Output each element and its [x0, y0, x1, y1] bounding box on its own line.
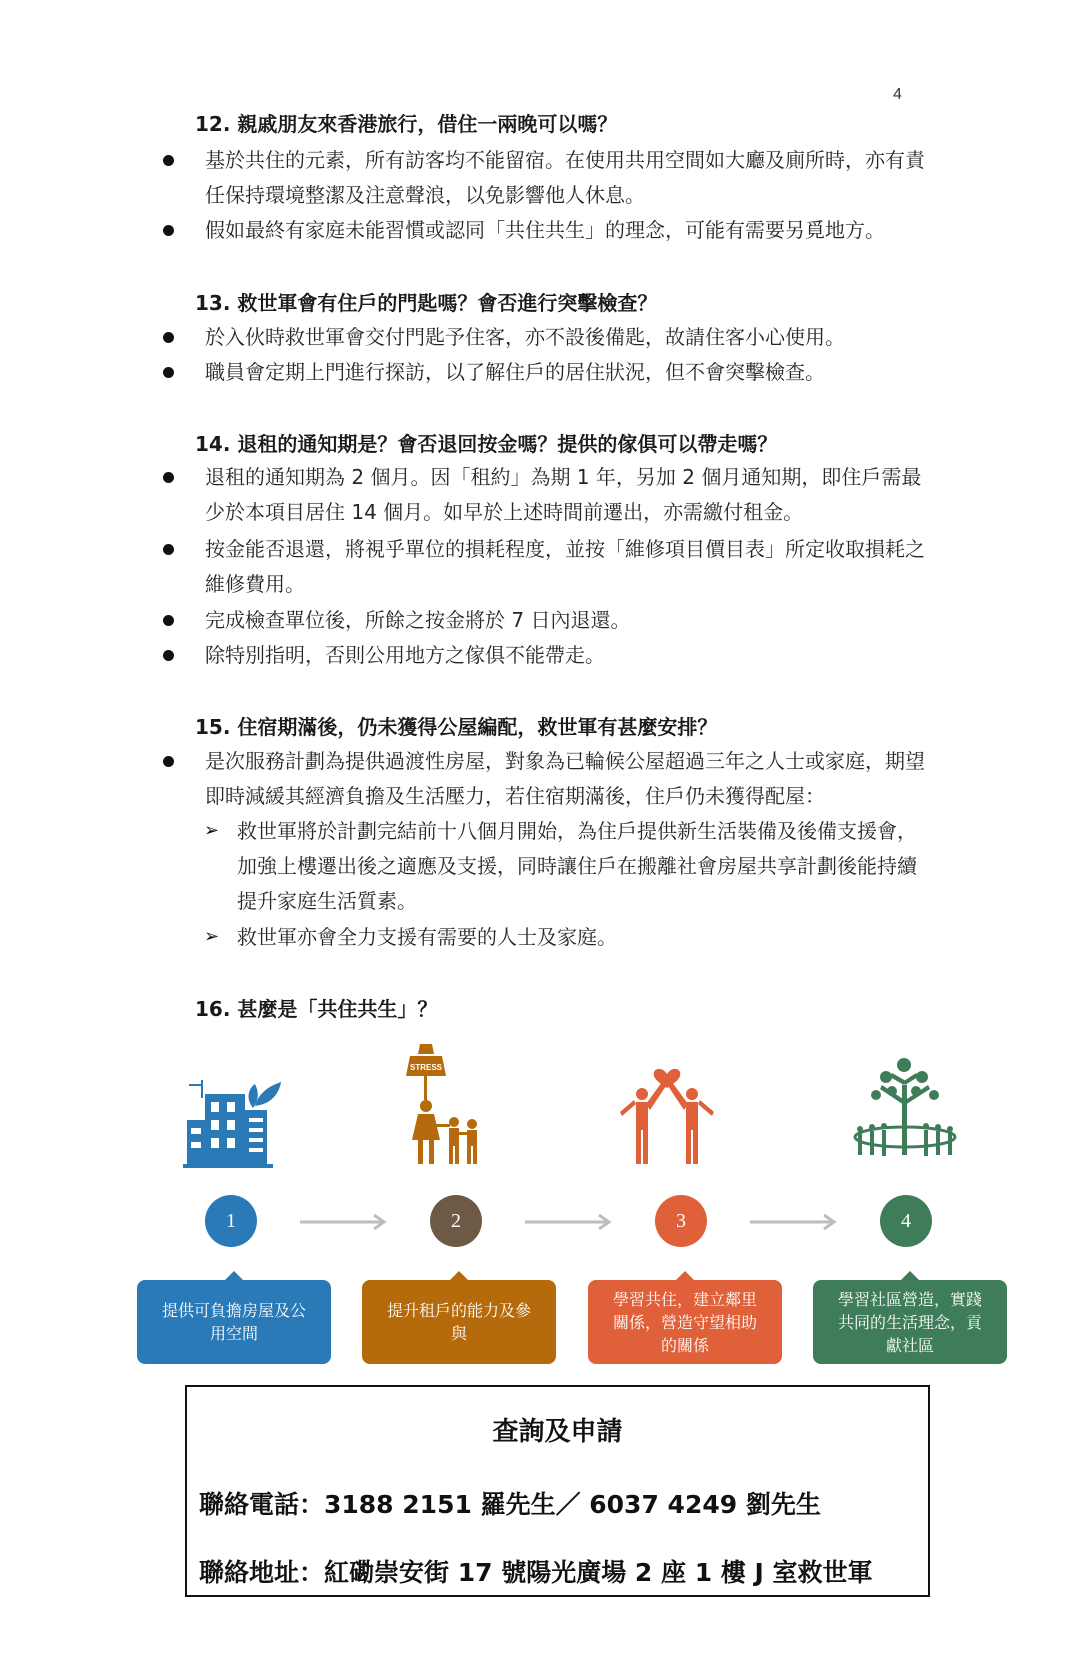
step-1-text: 提供可負擔房屋及公用空間: [161, 1301, 306, 1343]
bullet-icon: [163, 615, 174, 626]
bullet-icon: [163, 472, 174, 483]
step-3-text: 學習共住，建立鄰里關係，營造守望相助的關係: [612, 1289, 757, 1355]
sub-item-text: 救世軍亦會全力支援有需要的人士及家庭。: [237, 925, 617, 949]
question-14-heading: 14. 退租的通知期是？會否退回按金嗎？提供的傢俱可以帶走嗎？: [195, 432, 778, 456]
family-stress-icon: [400, 1040, 500, 1170]
contact-phone: 聯絡電話：3188 2151 羅先生／ 6037 4249 劉先生: [199, 1490, 821, 1519]
bullet-text: 是次服務計劃為提供過渡性房屋，對象為已輪候公屋超過三年之人士或家庭，期望即時減緩其經濟負擔及生活壓力，若住宿期滿後，住戶仍未獲得配屋：: [205, 749, 925, 808]
step-1-box: [137, 1280, 331, 1364]
community-tree-icon: [850, 1055, 960, 1170]
arrow-bullet-icon: ➢: [204, 820, 220, 841]
bullet-icon: [163, 367, 174, 378]
svg-text:STRESS: STRESS: [409, 1063, 443, 1072]
bullet-text: 按金能否退還，將視乎單位的損耗程度，並按「維修項目價目表」所定收取損耗之維修費用。: [205, 537, 925, 596]
bullet-text: 假如最終有家庭未能習慣或認同「共住共生」的理念，可能有需要另覓地方。: [205, 218, 885, 242]
contact-title: 查詢及申請: [492, 1417, 623, 1447]
arrow-right-icon: [525, 1212, 615, 1232]
bullet-icon: [163, 332, 174, 343]
step-1-circle: 1: [205, 1195, 257, 1247]
contact-address: 聯絡地址：紅磡崇安街 17 號陽光廣場 2 座 1 樓 J 室救世軍: [199, 1558, 873, 1587]
bullet-text: 基於共住的元素，所有訪客均不能留宿。在使用共用空間如大廳及廁所時，亦有責任保持環境整潔及注意聲浪，以免影響他人休息。: [205, 148, 925, 207]
page-number: 4: [893, 86, 902, 103]
question-12-heading: 12. 親戚朋友來香港旅行，借住一兩晚可以嗎？: [195, 112, 618, 136]
arrow-bullet-icon: ➢: [204, 926, 220, 947]
step-2-text: 提升租戶的能力及參與: [386, 1301, 531, 1343]
question-16-heading: 16. 甚麼是「共住共生」？: [195, 997, 438, 1021]
bullet-text: 完成檢查單位後，所餘之按金將於 7 日內退還。: [205, 608, 631, 632]
sub-item-text: 救世軍將於計劃完結前十八個月開始，為住戶提供新生活裝備及後備支援會，加強上樓遷出後之適應及支援，同時讓住戶在搬離社會房屋共享計劃後能持續提升家庭生活質素。: [237, 819, 917, 913]
bullet-icon: [163, 544, 174, 555]
bullet-text: 於入伙時救世軍會交付門匙予住客，亦不設後備匙，故請住客小心使用。: [205, 325, 845, 349]
bullet-text: 退租的通知期為 2 個月。因「租約」為期 1 年，另加 2 個月通知期，即住戶需最少於本項目居住 14 個月。如早於上述時間前遷出，亦需繳付租金。: [205, 465, 922, 524]
people-heart-icon: [612, 1060, 722, 1170]
question-13-heading: 13. 救世軍會有住戶的門匙嗎？會否進行突擊檢查？: [195, 291, 658, 315]
arrow-right-icon: [300, 1212, 390, 1232]
question-15-heading: 15. 住宿期滿後，仍未獲得公屋編配，救世軍有甚麼安排？: [195, 715, 718, 739]
bullet-text: 除特別指明，否則公用地方之傢俱不能帶走。: [205, 643, 605, 667]
bullet-text: 職員會定期上門進行探訪，以了解住戶的居住狀況，但不會突擊檢查。: [205, 360, 825, 384]
step-4-text: 學習社區營造，實踐共同的生活理念，貢獻社區: [837, 1289, 982, 1355]
bullet-icon: [163, 756, 174, 767]
bullet-icon: [163, 225, 174, 236]
step-4-circle: 4: [880, 1195, 932, 1247]
step-3-box: [588, 1280, 782, 1364]
step-4-box: [813, 1280, 1007, 1364]
bullet-icon: [163, 155, 174, 166]
step-2-box: [362, 1280, 556, 1364]
contact-box: [185, 1385, 930, 1597]
step-2-circle: 2: [430, 1195, 482, 1247]
bullet-icon: [163, 650, 174, 661]
city-buildings-icon: [183, 1070, 283, 1170]
step-3-circle: 3: [655, 1195, 707, 1247]
arrow-right-icon: [750, 1212, 840, 1232]
